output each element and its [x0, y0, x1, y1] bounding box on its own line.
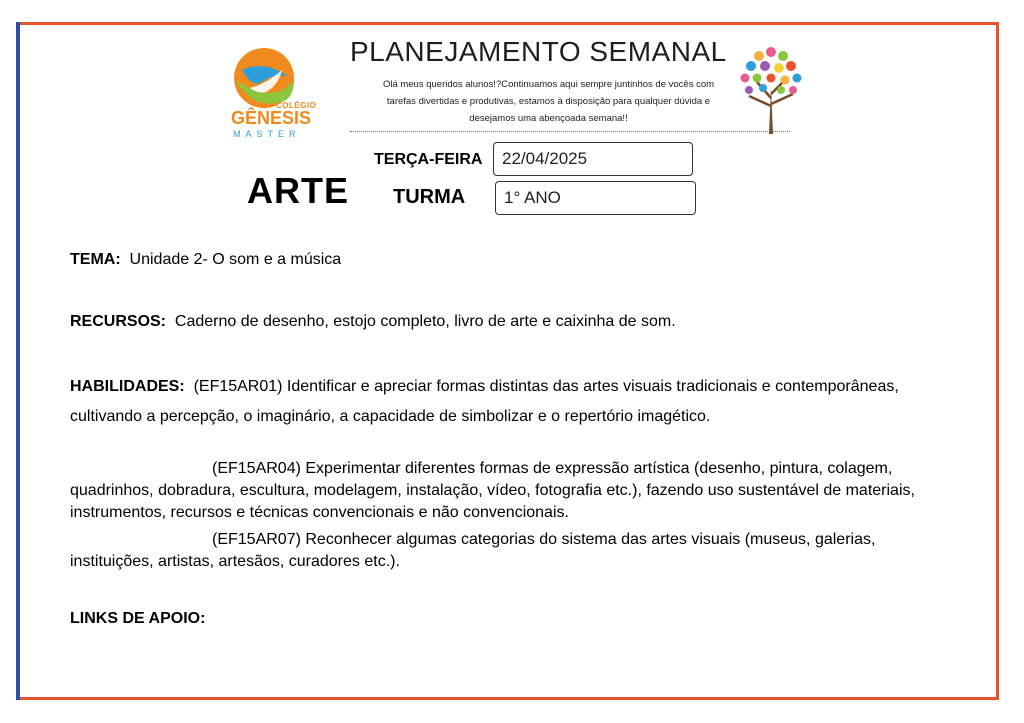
- page-accent-bar: [16, 22, 20, 700]
- habilidade-item: (EF15AR04) Experimentar diferentes formas de expressão artística (desenho, pintura, colagem, quadrinhos, dobradura, escultura, modelagem, instalação, vídeo, fotografia etc.), fazendo uso sustentável de materiais, instrumentos, recursos e técnicas convencionais e não convencionais.: [70, 460, 915, 521]
- tema-text: Unidade 2- O som e a música: [129, 251, 342, 268]
- page-subtitle: Olá meus queridos alunos!?Continuamos aqui sempre juntinhos de vocês com tarefas divertidas e produtivas, estamos à disposição para qualquer dúvida e desejamos uma abençoada semana!!: [382, 79, 715, 124]
- recursos-text: Caderno de desenho, estojo completo, livro de arte e caixinha de som.: [174, 313, 676, 330]
- turma-field: 1° ANO: [495, 181, 696, 215]
- tema-label: TEMA:: [70, 251, 121, 268]
- habilidade-item: (EF15AR01) Identificar e apreciar formas distintas das artes visuais tradicionais e contemporâneas, cultivando a percepção, o imaginário, a capacidade de simbolizar e o repertório imagético.: [70, 378, 899, 425]
- page-title: PLANEJAMENTO SEMANAL: [350, 36, 727, 67]
- tema-section: [70, 251, 341, 269]
- tree-icon: [735, 38, 807, 134]
- habilidade-item: (EF15AR07) Reconhecer algumas categorias do sistema das artes visuais (museus, galerias, instituições, artistas, artesãos, curadores etc.).: [70, 531, 876, 570]
- habilidades-label: HABILIDADES:: [70, 378, 185, 395]
- logo-line-2: GÊNESIS: [231, 108, 312, 128]
- habilidades-section: [70, 372, 960, 432]
- date-field: 22/04/2025: [493, 142, 693, 176]
- day-label: TERÇA-FEIRA: [374, 151, 483, 168]
- links-label: LINKS DE APOIO:: [70, 610, 206, 627]
- recursos-label: RECURSOS:: [70, 313, 167, 330]
- subject-title: ARTE: [247, 170, 349, 211]
- logo-line-3: MASTER: [233, 129, 301, 139]
- header-divider: [350, 131, 790, 132]
- turma-label: TURMA: [393, 186, 466, 208]
- logo-line-1: COLÉGIO: [276, 101, 317, 110]
- recursos-section: [70, 313, 676, 331]
- links-section: [70, 610, 205, 628]
